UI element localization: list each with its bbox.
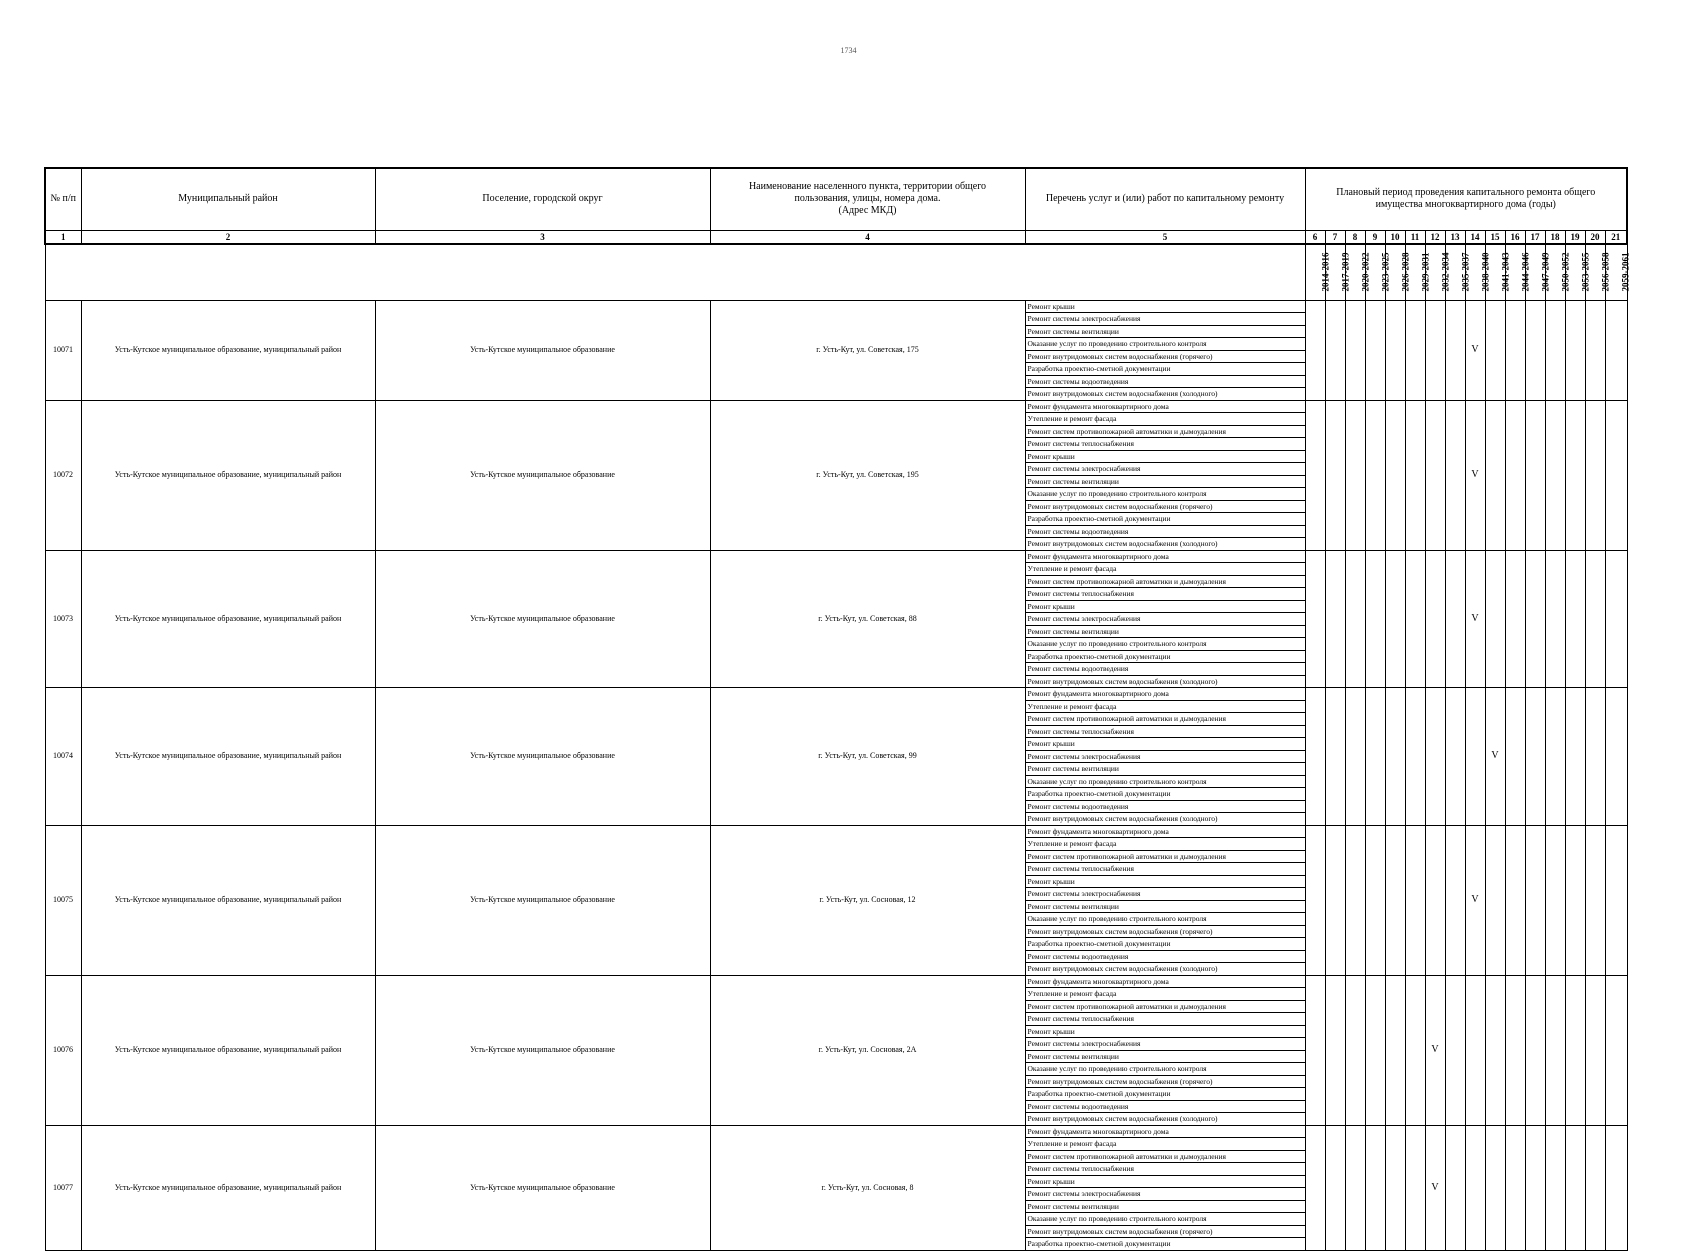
- work-item: Оказание услуг по проведению строительного контроля: [1026, 638, 1305, 651]
- row-settlement: Усть-Кутское муниципальное образование: [375, 975, 710, 1125]
- work-item: Утепление и ремонт фасада: [1026, 838, 1305, 851]
- work-item: Ремонт фундамента многоквартирного дома: [1026, 1126, 1305, 1139]
- period-cell: [1385, 550, 1405, 688]
- work-item: Ремонт системы теплоснабжения: [1026, 1163, 1305, 1176]
- period-cell: [1445, 300, 1465, 400]
- period-cell: [1325, 688, 1345, 826]
- period-cell: [1545, 825, 1565, 975]
- work-item: Ремонт крыши: [1026, 601, 1305, 614]
- column-number-3: 3: [375, 230, 710, 244]
- work-item: Ремонт крыши: [1026, 1176, 1305, 1189]
- work-item: Ремонт фундамента многоквартирного дома: [1026, 401, 1305, 414]
- work-item: Ремонт системы электроснабжения: [1026, 751, 1305, 764]
- row-works-list: [1025, 975, 1305, 1125]
- work-item: Ремонт системы вентиляции: [1026, 901, 1305, 914]
- work-item: Оказание услуг по проведению строительного контроля: [1026, 1063, 1305, 1076]
- work-item: Ремонт системы вентиляции: [1026, 626, 1305, 639]
- work-item: Ремонт внутридомовых систем водоснабжения (холодного): [1027, 814, 1218, 823]
- year-label: 2026-2028: [1400, 252, 1410, 291]
- column-number-14: 14: [1465, 230, 1485, 244]
- work-item: Ремонт системы теплоснабжения: [1026, 588, 1305, 601]
- row-works-list: [1025, 300, 1305, 400]
- row-works-list: [1025, 1125, 1305, 1250]
- period-cell: [1485, 400, 1505, 550]
- period-cell: [1385, 975, 1405, 1125]
- page-number: 1734: [840, 46, 857, 55]
- year-label: 2038-2040: [1480, 252, 1490, 291]
- table-row: [45, 400, 1627, 550]
- period-cell: [1325, 825, 1345, 975]
- column-number-21: 21: [1605, 230, 1627, 244]
- period-cell: [1325, 300, 1345, 400]
- period-cell: [1545, 550, 1565, 688]
- work-item: Ремонт системы электроснабжения: [1026, 1038, 1305, 1051]
- header-num: № п/п: [45, 168, 81, 230]
- row-number: 10072: [45, 400, 81, 550]
- period-cell: [1585, 825, 1605, 975]
- header-period: [1305, 168, 1627, 230]
- header-period-line2: имущества многоквартирного дома (годы): [1375, 199, 1556, 211]
- work-item: Ремонт системы теплоснабжения: [1026, 726, 1305, 739]
- year-label: 2014-2016: [1320, 252, 1330, 291]
- column-number-19: 19: [1565, 230, 1585, 244]
- period-mark: V: [1465, 400, 1485, 550]
- work-item: Ремонт системы электроснабжения: [1026, 1188, 1305, 1201]
- period-cell: [1405, 688, 1425, 826]
- work-item: Оказание услуг по проведению строительного контроля: [1026, 776, 1305, 789]
- period-cell: [1505, 400, 1525, 550]
- row-works-list: [1025, 825, 1305, 975]
- period-mark: V: [1465, 550, 1485, 688]
- period-cell: [1465, 975, 1485, 1125]
- column-number-16: 16: [1505, 230, 1525, 244]
- row-works-list: [1025, 688, 1305, 826]
- row-works-list: [1025, 400, 1305, 550]
- period-cell: [1305, 1125, 1325, 1250]
- year-label: 2050-2052: [1560, 252, 1570, 291]
- row-number: 10075: [45, 825, 81, 975]
- period-cell: [1505, 688, 1525, 826]
- period-cell: [1405, 1125, 1425, 1250]
- column-number-18: 18: [1545, 230, 1565, 244]
- year-label: 2035-2037: [1460, 252, 1470, 291]
- period-cell: [1545, 975, 1565, 1125]
- period-cell: [1525, 400, 1545, 550]
- column-number-10: 10: [1385, 230, 1405, 244]
- period-cell: [1505, 975, 1525, 1125]
- header-period-line1: Плановый период проведения капитального ремонта общего: [1336, 187, 1596, 199]
- work-item: Ремонт крыши: [1026, 876, 1305, 889]
- period-cell: [1345, 300, 1365, 400]
- period-cell: [1405, 400, 1425, 550]
- work-item: Ремонт системы электроснабжения: [1026, 313, 1305, 326]
- work-item: Ремонт крыши: [1026, 301, 1305, 314]
- work-item: Разработка проектно-сметной документации: [1026, 513, 1305, 526]
- row-district: Усть-Кутское муниципальное образование, муниципальный район: [81, 975, 375, 1125]
- period-cell: [1425, 300, 1445, 400]
- column-number-15: 15: [1485, 230, 1505, 244]
- period-cell: [1345, 825, 1365, 975]
- column-number-4: 4: [710, 230, 1025, 244]
- row-number: 10074: [45, 688, 81, 826]
- period-cell: [1365, 300, 1385, 400]
- work-item: Ремонт системы вентиляции: [1026, 1051, 1305, 1064]
- period-cell: [1345, 1125, 1365, 1250]
- work-item: Ремонт внутридомовых систем водоснабжения (горячего): [1026, 1076, 1305, 1089]
- table-body: [45, 244, 1630, 1251]
- work-item: Ремонт фундамента многоквартирного дома: [1026, 551, 1305, 564]
- year-label: 2056-2058: [1600, 252, 1610, 291]
- row-settlement: Усть-Кутское муниципальное образование: [375, 825, 710, 975]
- row-number: 10077: [45, 1125, 81, 1250]
- header-settlement: Поселение, городской округ: [375, 168, 710, 230]
- work-item: Утепление и ремонт фасада: [1026, 1138, 1305, 1151]
- row-settlement: Усть-Кутское муниципальное образование: [375, 550, 710, 688]
- column-number-9: 9: [1365, 230, 1385, 244]
- work-item: Ремонт системы вентиляции: [1026, 476, 1305, 489]
- work-item: Ремонт системы водоотведения: [1026, 526, 1305, 539]
- period-cell: [1445, 975, 1465, 1125]
- row-settlement: Усть-Кутское муниципальное образование: [375, 1125, 710, 1250]
- period-cell: [1405, 550, 1425, 688]
- work-item: Ремонт систем противопожарной автоматики и дымоудаления: [1026, 1001, 1305, 1014]
- period-cell: [1605, 400, 1627, 550]
- period-cell: [1605, 975, 1627, 1125]
- work-item: Ремонт внутридомовых систем водоснабжения (холодного): [1027, 1114, 1218, 1123]
- work-item: Ремонт внутридомовых систем водоснабжения (горячего): [1026, 1226, 1305, 1239]
- period-cell: [1445, 688, 1465, 826]
- period-cell: [1585, 300, 1605, 400]
- period-cell: [1405, 975, 1425, 1125]
- row-district: Усть-Кутское муниципальное образование, муниципальный район: [81, 1125, 375, 1250]
- work-item: Ремонт системы вентиляции: [1026, 1201, 1305, 1214]
- period-cell: [1425, 400, 1445, 550]
- period-cell: [1525, 1125, 1545, 1250]
- period-cell: [1385, 400, 1405, 550]
- period-cell: [1525, 825, 1545, 975]
- work-item: Разработка проектно-сметной документации: [1026, 788, 1305, 801]
- period-cell: [1505, 300, 1525, 400]
- year-label: 2044-2046: [1520, 252, 1530, 291]
- period-cell: [1525, 550, 1545, 688]
- column-number-8: 8: [1345, 230, 1365, 244]
- row-number: 10071: [45, 300, 81, 400]
- period-cell: [1505, 1125, 1525, 1250]
- work-item: Оказание услуг по проведению строительного контроля: [1026, 488, 1305, 501]
- work-item: Ремонт систем противопожарной автоматики и дымоудаления: [1026, 426, 1305, 439]
- row-address: г. Усть-Кут, ул. Сосновая, 12: [710, 825, 1025, 975]
- work-item: Ремонт системы водоотведения: [1026, 663, 1305, 676]
- work-item: Утепление и ремонт фасада: [1026, 413, 1305, 426]
- row-address: г. Усть-Кут, ул. Сосновая, 2А: [710, 975, 1025, 1125]
- year-label: 2023-2025: [1380, 252, 1390, 291]
- period-cell: [1385, 688, 1405, 826]
- period-cell: [1585, 975, 1605, 1125]
- period-cell: [1485, 300, 1505, 400]
- work-item: Разработка проектно-сметной документации: [1026, 363, 1305, 376]
- work-item: Ремонт фундамента многоквартирного дома: [1026, 688, 1305, 701]
- period-cell: [1465, 688, 1485, 826]
- work-item: Разработка проектно-сметной документации: [1026, 651, 1305, 664]
- work-item: Ремонт системы электроснабжения: [1026, 463, 1305, 476]
- capital-repair-table: [44, 167, 1628, 1251]
- year-label: 2059-2061: [1620, 252, 1630, 291]
- row-address: г. Усть-Кут, ул. Сосновая, 8: [710, 1125, 1025, 1250]
- period-cell: [1445, 1125, 1465, 1250]
- work-item: Утепление и ремонт фасада: [1026, 701, 1305, 714]
- work-item: Ремонт внутридомовых систем водоснабжения (горячего): [1026, 926, 1305, 939]
- period-cell: [1425, 688, 1445, 826]
- period-cell: [1485, 975, 1505, 1125]
- table-row: [45, 825, 1627, 975]
- row-number: 10073: [45, 550, 81, 688]
- row-district: Усть-Кутское муниципальное образование, муниципальный район: [81, 688, 375, 826]
- period-cell: [1605, 550, 1627, 688]
- year-label: 2029-2031: [1420, 252, 1430, 291]
- period-cell: [1325, 975, 1345, 1125]
- header-address-line2: пользования, улицы, номера дома.: [794, 193, 941, 205]
- period-cell: [1365, 1125, 1385, 1250]
- year-label: 2047-2049: [1540, 252, 1550, 291]
- period-cell: [1385, 825, 1405, 975]
- period-cell: [1525, 300, 1545, 400]
- row-district: Усть-Кутское муниципальное образование, муниципальный район: [81, 400, 375, 550]
- header-address-line3: (Адрес МКД): [838, 205, 897, 217]
- column-number-2: 2: [81, 230, 375, 244]
- column-number-7: 7: [1325, 230, 1345, 244]
- period-mark: V: [1425, 1125, 1445, 1250]
- period-cell: [1325, 1125, 1345, 1250]
- period-cell: [1445, 825, 1465, 975]
- period-cell: [1365, 825, 1385, 975]
- work-item: Ремонт фундамента многоквартирного дома: [1026, 826, 1305, 839]
- period-cell: [1545, 688, 1565, 826]
- work-item: Ремонт крыши: [1026, 451, 1305, 464]
- row-settlement: Усть-Кутское муниципальное образование: [375, 300, 710, 400]
- period-mark: V: [1465, 300, 1485, 400]
- work-item: Оказание услуг по проведению строительного контроля: [1026, 338, 1305, 351]
- period-cell: [1605, 688, 1627, 826]
- work-item: Ремонт внутридомовых систем водоснабжения (холодного): [1027, 389, 1218, 398]
- year-label: 2020-2022: [1360, 252, 1370, 291]
- period-cell: [1565, 825, 1585, 975]
- header-works: Перечень услуг и (или) работ по капитальному ремонту: [1025, 168, 1305, 230]
- period-cell: [1325, 550, 1345, 688]
- work-item: Ремонт внутридомовых систем водоснабжения (холодного): [1027, 676, 1218, 686]
- work-item: Ремонт внутридомовых систем водоснабжения (холодного): [1027, 964, 1218, 973]
- year-label: 2053-2055: [1580, 252, 1590, 291]
- period-cell: [1545, 1125, 1565, 1250]
- period-cell: [1545, 400, 1565, 550]
- period-cell: [1345, 400, 1365, 550]
- work-item: Ремонт системы теплоснабжения: [1026, 438, 1305, 451]
- row-works-list: [1025, 550, 1305, 688]
- work-item: Разработка проектно-сметной документации: [1027, 1239, 1171, 1248]
- period-cell: [1585, 400, 1605, 550]
- column-number-20: 20: [1585, 230, 1605, 244]
- period-cell: [1605, 825, 1627, 975]
- row-settlement: Усть-Кутское муниципальное образование: [375, 400, 710, 550]
- work-item: Ремонт внутридомовых систем водоснабжения (горячего): [1026, 501, 1305, 514]
- period-cell: [1505, 550, 1525, 688]
- period-cell: [1365, 688, 1385, 826]
- work-item: Ремонт систем противопожарной автоматики и дымоудаления: [1026, 1151, 1305, 1164]
- table-row: [45, 300, 1627, 400]
- work-item: Оказание услуг по проведению строительного контроля: [1026, 913, 1305, 926]
- work-item: Ремонт системы вентиляции: [1026, 763, 1305, 776]
- period-cell: [1345, 975, 1365, 1125]
- period-cell: [1485, 825, 1505, 975]
- column-number-11: 11: [1405, 230, 1425, 244]
- period-cell: [1585, 688, 1605, 826]
- period-cell: [1605, 300, 1627, 400]
- period-cell: [1325, 400, 1345, 550]
- period-cell: [1545, 300, 1565, 400]
- period-cell: [1565, 550, 1585, 688]
- column-number-6: 6: [1305, 230, 1325, 244]
- column-number-17: 17: [1525, 230, 1545, 244]
- table-row: [45, 975, 1627, 1125]
- column-number-13: 13: [1445, 230, 1465, 244]
- period-cell: [1385, 300, 1405, 400]
- table-row: [45, 1125, 1627, 1250]
- period-cell: [1345, 688, 1365, 826]
- period-cell: [1305, 975, 1325, 1125]
- row-number: 10076: [45, 975, 81, 1125]
- work-item: Ремонт системы вентиляции: [1026, 326, 1305, 339]
- period-cell: [1445, 550, 1465, 688]
- work-item: Утепление и ремонт фасада: [1026, 563, 1305, 576]
- period-cell: [1565, 1125, 1585, 1250]
- period-cell: [1385, 1125, 1405, 1250]
- work-item: Утепление и ремонт фасада: [1026, 988, 1305, 1001]
- work-item: Ремонт систем противопожарной автоматики и дымоудаления: [1026, 576, 1305, 589]
- period-cell: [1485, 1125, 1505, 1250]
- period-cell: [1565, 688, 1585, 826]
- table-row: [45, 688, 1627, 826]
- work-item: Ремонт систем противопожарной автоматики и дымоудаления: [1026, 851, 1305, 864]
- period-mark: V: [1485, 688, 1505, 826]
- row-district: Усть-Кутское муниципальное образование, муниципальный район: [81, 825, 375, 975]
- period-cell: [1565, 300, 1585, 400]
- period-cell: [1525, 688, 1545, 826]
- header-address-line1: Наименование населенного пункта, территории общего: [748, 181, 987, 193]
- work-item: Ремонт системы водоотведения: [1026, 376, 1305, 389]
- period-cell: [1305, 688, 1325, 826]
- period-cell: [1365, 400, 1385, 550]
- work-item: Ремонт крыши: [1026, 1026, 1305, 1039]
- row-address: г. Усть-Кут, ул. Советская, 99: [710, 688, 1025, 826]
- work-item: Ремонт системы водоотведения: [1026, 1101, 1305, 1114]
- period-cell: [1585, 1125, 1605, 1250]
- row-address: г. Усть-Кут, ул. Советская, 175: [710, 300, 1025, 400]
- period-cell: [1605, 1125, 1627, 1250]
- work-item: Ремонт системы электроснабжения: [1026, 613, 1305, 626]
- row-district: Усть-Кутское муниципальное образование, муниципальный район: [81, 550, 375, 688]
- header-row: [45, 168, 1627, 230]
- year-row: [45, 244, 1627, 301]
- period-cell: [1565, 400, 1585, 550]
- work-item: Разработка проектно-сметной документации: [1026, 938, 1305, 951]
- period-cell: [1365, 550, 1385, 688]
- work-item: Ремонт внутридомовых систем водоснабжения (холодного): [1027, 539, 1218, 548]
- period-cell: [1405, 825, 1425, 975]
- period-cell: [1425, 825, 1445, 975]
- header-address: [710, 168, 1025, 230]
- period-cell: [1465, 1125, 1485, 1250]
- period-cell: [1525, 975, 1545, 1125]
- column-number-1: 1: [45, 230, 81, 244]
- work-item: Ремонт фундамента многоквартирного дома: [1026, 976, 1305, 989]
- column-number-5: 5: [1025, 230, 1305, 244]
- work-item: Ремонт крыши: [1026, 738, 1305, 751]
- row-settlement: Усть-Кутское муниципальное образование: [375, 688, 710, 826]
- period-mark: V: [1465, 825, 1485, 975]
- period-cell: [1405, 300, 1425, 400]
- year-row-blank: [45, 244, 1305, 301]
- period-cell: [1365, 975, 1385, 1125]
- table-row: [45, 550, 1627, 688]
- period-cell: [1445, 400, 1465, 550]
- period-cell: [1505, 825, 1525, 975]
- row-address: г. Усть-Кут, ул. Советская, 88: [710, 550, 1025, 688]
- period-cell: [1345, 550, 1365, 688]
- column-number-12: 12: [1425, 230, 1445, 244]
- period-cell: [1305, 550, 1325, 688]
- work-item: Разработка проектно-сметной документации: [1026, 1088, 1305, 1101]
- work-item: Ремонт системы электроснабжения: [1026, 888, 1305, 901]
- column-number-row: [45, 230, 1627, 244]
- year-label: 2032-2034: [1440, 252, 1450, 291]
- work-item: Ремонт внутридомовых систем водоснабжения (горячего): [1026, 351, 1305, 364]
- period-cell: [1585, 550, 1605, 688]
- period-cell: [1305, 400, 1325, 550]
- capital-repair-table-wrapper: [44, 167, 1630, 1248]
- year-header: [1305, 244, 1330, 301]
- work-item: Ремонт системы водоотведения: [1026, 801, 1305, 814]
- period-cell: [1565, 975, 1585, 1125]
- year-label: 2041-2043: [1500, 252, 1510, 291]
- work-item: Ремонт системы теплоснабжения: [1026, 863, 1305, 876]
- period-cell: [1485, 550, 1505, 688]
- work-item: Ремонт систем противопожарной автоматики и дымоудаления: [1026, 713, 1305, 726]
- period-cell: [1425, 550, 1445, 688]
- header-district: Муниципальный район: [81, 168, 375, 230]
- year-label: 2017-2019: [1340, 252, 1350, 291]
- work-item: Ремонт системы теплоснабжения: [1026, 1013, 1305, 1026]
- work-item: Оказание услуг по проведению строительного контроля: [1026, 1213, 1305, 1226]
- row-address: г. Усть-Кут, ул. Советская, 195: [710, 400, 1025, 550]
- row-district: Усть-Кутское муниципальное образование, муниципальный район: [81, 300, 375, 400]
- period-cell: [1305, 825, 1325, 975]
- work-item: Ремонт системы водоотведения: [1026, 951, 1305, 964]
- period-mark: V: [1425, 975, 1445, 1125]
- period-cell: [1305, 300, 1325, 400]
